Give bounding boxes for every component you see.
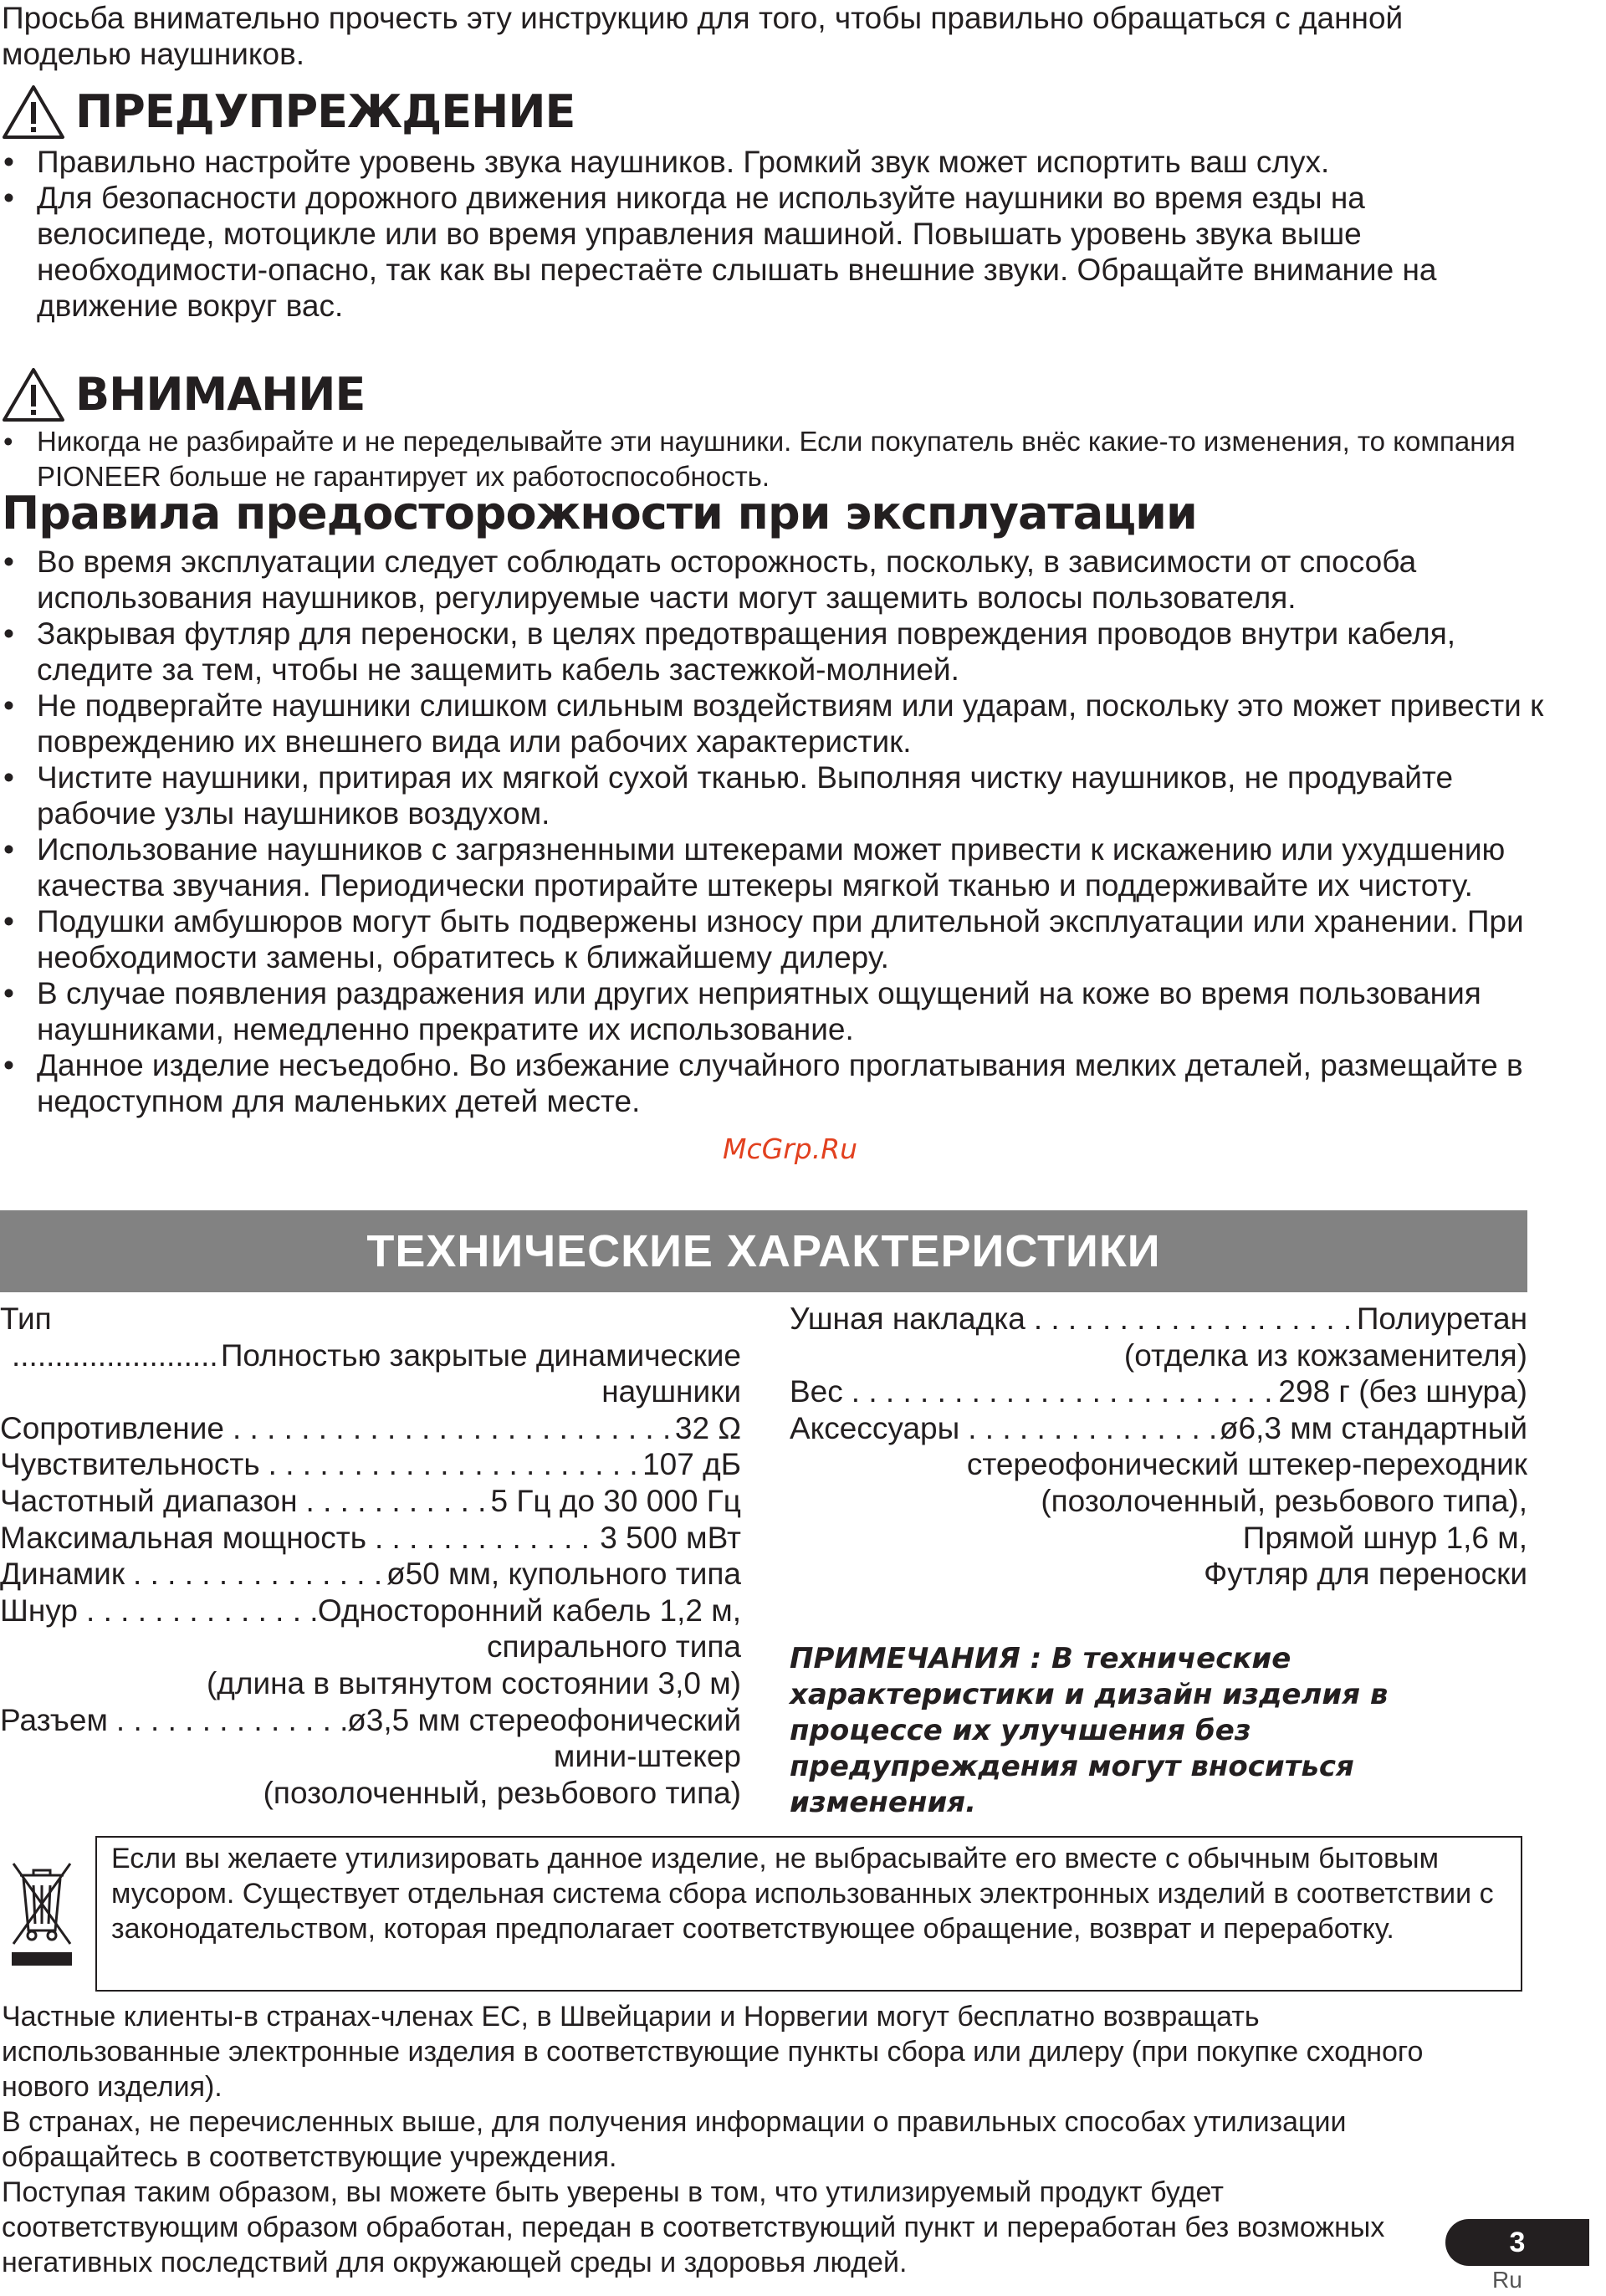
leader-dots <box>108 1702 347 1739</box>
disposal-text <box>2 1999 1440 2280</box>
warning-triangle-icon <box>2 84 65 141</box>
warning-list <box>0 144 1531 324</box>
watermark: McGrp.Ru <box>723 1133 858 1165</box>
list-item: • Закрывая футляр для переноски, в целях предотвращения повреждения проводов внутри кабеля, следите за тем, чтобы не защемить кабель застежкой-молнией. <box>0 616 1547 688</box>
leader-dots <box>260 1446 642 1483</box>
leader-dots <box>298 1483 491 1520</box>
leader-dots <box>78 1593 318 1629</box>
disposal-paragraph: Поступая таким образом, вы можете быть уверены в том, что утилизируемый продукт будет соответствующим образом обработан, передан в соответствующий пункт и переработан без возможных негативных последствий для окружающей среды и здоровья людей. <box>2 2176 1385 2278</box>
spec-cord-cont: спирального типа <box>486 1629 741 1664</box>
leader-dots <box>125 1556 386 1593</box>
spec-accessories-cont: (позолоченный, резьбового типа), <box>1041 1483 1527 1518</box>
spec-row-cord: Шнур . . . Односторонний кабель 1,2 м, <box>0 1593 741 1629</box>
caution-list <box>0 424 1531 494</box>
spec-plug-cont: мини-штекер <box>553 1739 741 1774</box>
list-item: • Данное изделие несъедобно. Во избежание случайного проглатывания мелких деталей, размещайте в недоступном для маленьких детей месте. <box>0 1047 1547 1119</box>
disposal-paragraph: Частные клиенты-в странах-членах ЕС, в Швейцарии и Норвегии могут бесплатно возвращать использованные электронные изделия в соответствующие пункты сбора или дилеру (при покупке сходного нового изделия). <box>2 2001 1424 2103</box>
spec-accessories-cont: Футляр для переноски <box>1204 1557 1527 1592</box>
specs-left-column <box>0 1301 741 1811</box>
spec-row-frequency: Частотный диапазон . . . 5 Гц до 30 000 Гц <box>0 1483 741 1520</box>
specs-banner: ТЕХНИЧЕСКИЕ ХАРАКТЕРИСТИКИ <box>0 1210 1527 1292</box>
list-item: • Правильно настройте уровень звука наушников. Громкий звук может испортить ваш слух. <box>0 144 1531 180</box>
specs-notes: ПРИМЕЧАНИЯ : В технические характеристики и дизайн изделия в процессе их улучшения без предупреждения могут вноситься изменения. <box>790 1642 1389 1819</box>
precautions-heading: Правила предосторожности при эксплуатации <box>2 487 1197 539</box>
leader-dots <box>0 1337 221 1374</box>
warning-title: ПРЕДУПРЕЖДЕНИЕ <box>75 85 575 138</box>
leader-dots <box>1025 1301 1357 1337</box>
spec-row-impedance: Сопротивление . . . 32 Ω <box>0 1410 741 1447</box>
spec-accessories-cont: Прямой шнур 1,6 м, <box>1242 1520 1527 1555</box>
leader-dots <box>843 1373 1279 1410</box>
warning-triangle-icon <box>2 366 65 423</box>
list-item: • В случае появления раздражения или других неприятных ощущений на коже во время пользования наушниками, немедленно прекратите их использование. <box>0 975 1547 1047</box>
leader-dots <box>366 1520 600 1557</box>
list-item: • Никогда не разбирайте и не переделывайте эти наушники. Если покупатель внёс какие-то изменения, то компания PIONEER больше не гарантирует их работоспособность. <box>0 424 1531 494</box>
crossed-out-wheelie-bin-icon <box>8 1857 75 1971</box>
caution-title: ВНИМАНИЕ <box>75 368 366 421</box>
spec-type-value: ..... Полностью закрытые динамические <box>0 1337 741 1374</box>
spec-row-sensitivity: Чувствительность . . . 107 дБ <box>0 1446 741 1483</box>
disposal-paragraph: В странах, не перечисленных выше, для получения информации о правильных способах утилизации обращайтесь в соответствующие учреждения. <box>2 2106 1347 2173</box>
spec-row-earpad: Ушная накладка . . . Полиуретан <box>790 1301 1527 1337</box>
spec-plug-cont: (позолоченный, резьбового типа) <box>263 1775 741 1810</box>
leader-dots <box>959 1410 1220 1447</box>
spec-accessories-cont: стереофонический штекер-переходник <box>966 1447 1527 1482</box>
spec-type-value-cont: наушники <box>601 1374 741 1409</box>
spec-row-weight: Вес . . . 298 г (без шнура) <box>790 1373 1527 1410</box>
spec-row-plug: Разъем . . . ø3,5 мм стереофонический <box>0 1702 741 1739</box>
caution-heading <box>2 366 365 423</box>
warning-heading <box>2 84 575 141</box>
list-item: • Во время эксплуатации следует соблюдать осторожность, поскольку, в зависимости от способа использования наушников, регулируемые части могут защемить волосы пользователя. <box>0 544 1547 616</box>
list-item: • Чистите наушники, притирая их мягкой сухой тканью. Выполняя чистку наушников, не продувайте рабочие узлы наушников воздухом. <box>0 759 1547 831</box>
intro-text: Просьба внимательно прочесть эту инструкцию для того, чтобы правильно обращаться с данной моделью наушников. <box>2 1 1404 71</box>
spec-row-driver: Динамик . . . ø50 мм, купольного типа <box>0 1556 741 1593</box>
spec-type-label: Тип <box>0 1301 52 1336</box>
list-item: • Для безопасности дорожного движения никогда не используйте наушники во время езды на велосипеде, мотоцикле или во время управления машиной. Повышать уровень звука выше необходимости-опасно, так как вы перестаёте слышать внешние звуки. Обращайте внимание на движение вокруг вас. <box>0 180 1531 324</box>
spec-row-power: Максимальная мощность . . . 3 500 мВт <box>0 1520 741 1557</box>
spec-cord-cont: (длина в вытянутом состоянии 3,0 м) <box>206 1665 741 1700</box>
language-code: Ru <box>1492 2267 1522 2293</box>
spec-earpad-cont: (отделка из кожзаменителя) <box>1123 1337 1527 1373</box>
specs-right-column <box>790 1301 1527 1593</box>
list-item: • Использование наушников с загрязненными штекерами может привести к искажению или ухудшению качества звучания. Периодически протирайте штекеры мягкой тканью и поддерживайте их чистоту. <box>0 831 1547 903</box>
disposal-notice-box: Если вы желаете утилизировать данное изделие, не выбрасывайте его вместе с обычным бытовым мусором. Существует отдельная система сбора использованных электронных изделий в соответствии с законодательством, которая предполагает соответствующее обращение, возврат и переработку. <box>95 1836 1522 1992</box>
precautions-list <box>0 544 1547 1119</box>
list-item: • Подушки амбушюров могут быть подвержены износу при длительной эксплуатации или хранении. При необходимости замены, обратитесь к ближайшему дилеру. <box>0 903 1547 975</box>
list-item: • Не подвергайте наушники слишком сильным воздействиям или ударам, поскольку это может привести к повреждению их внешнего вида или рабочих характеристик. <box>0 688 1547 759</box>
spec-row-accessories: Аксессуары . . . ø6,3 мм стандартный <box>790 1410 1527 1447</box>
page-number: 3 <box>1445 2219 1589 2266</box>
leader-dots <box>224 1410 675 1447</box>
